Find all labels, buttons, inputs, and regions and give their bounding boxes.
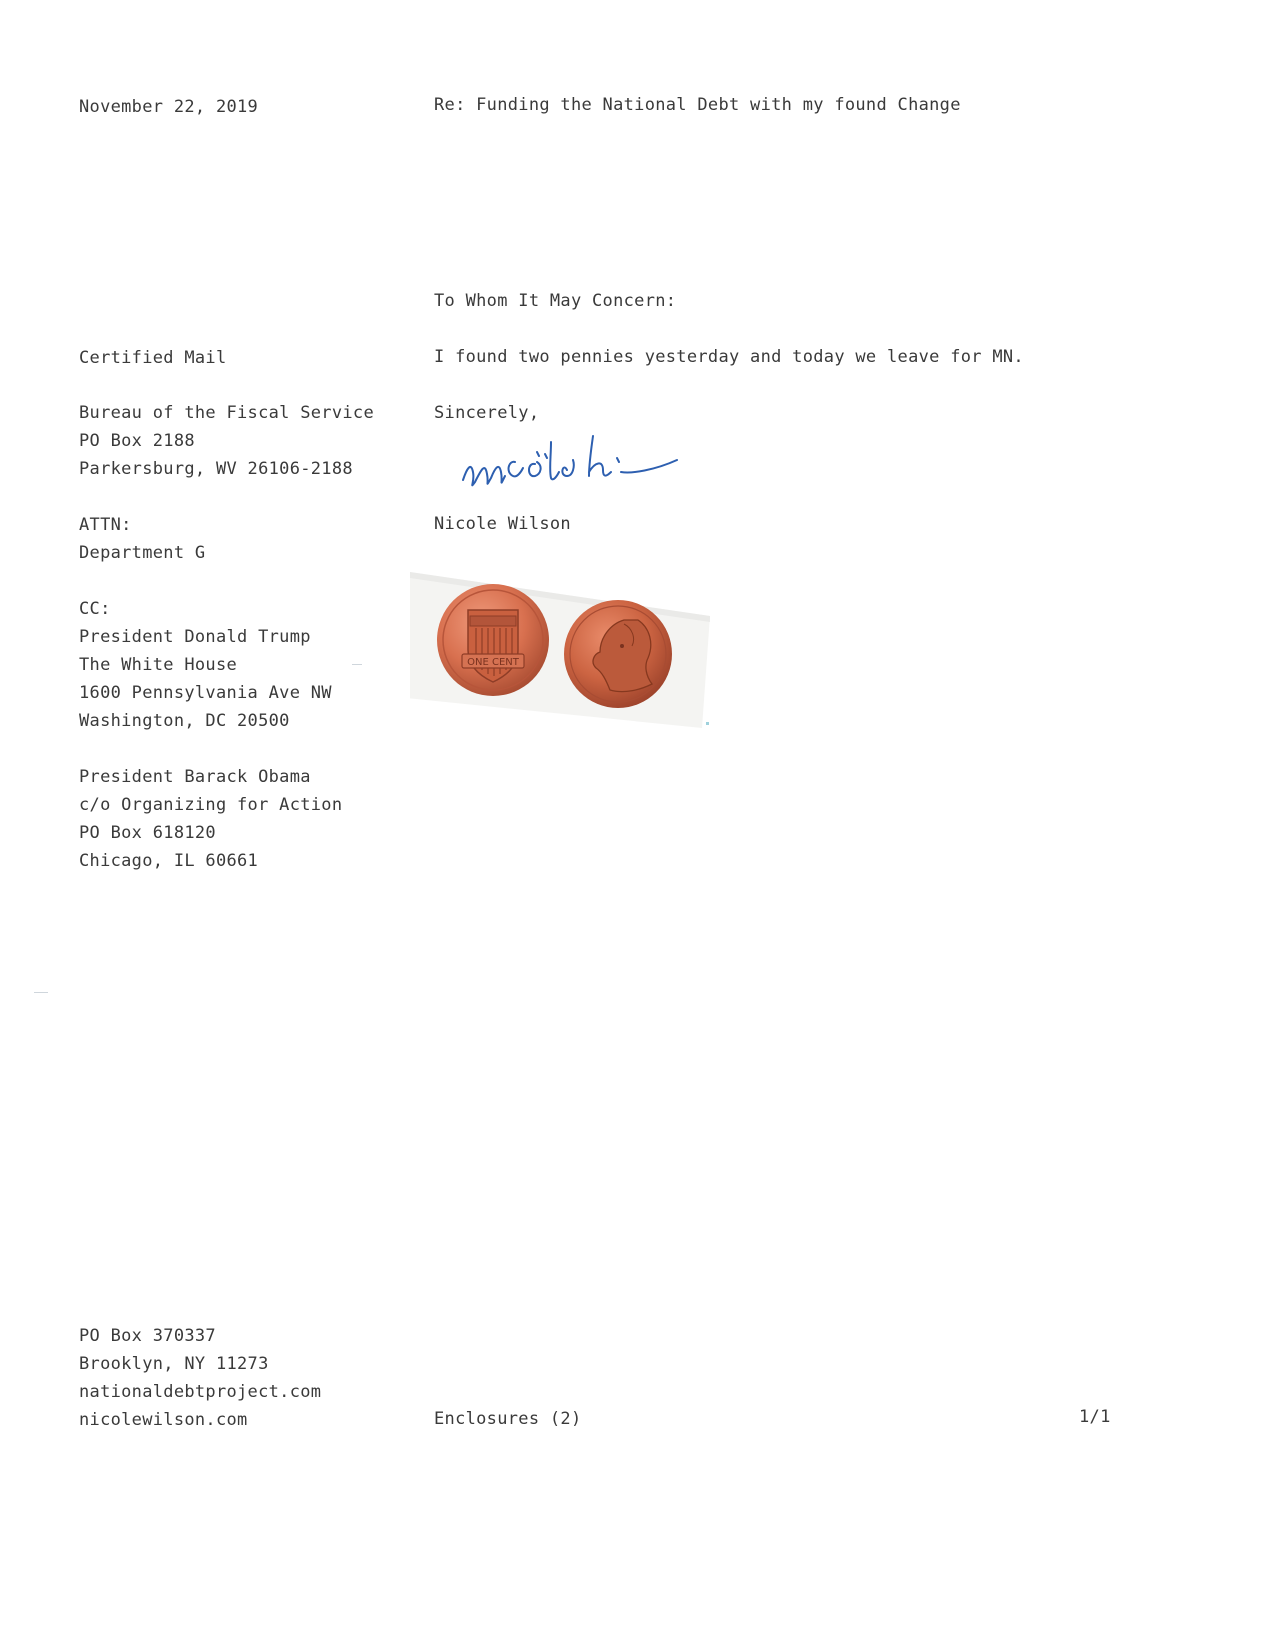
penny-shield-icon bbox=[437, 584, 549, 696]
sender-line: Brooklyn, NY 11273 bbox=[79, 1354, 269, 1374]
address-line: Washington, DC 20500 bbox=[79, 711, 290, 731]
address-line: PO Box 2188 bbox=[79, 431, 195, 451]
address-line: Parkersburg, WV 26106-2188 bbox=[79, 459, 353, 479]
letter-subject: Re: Funding the National Debt with my found Change bbox=[434, 95, 961, 115]
signature bbox=[455, 432, 705, 507]
sender-line: nationaldebtproject.com bbox=[79, 1382, 322, 1402]
salutation: To Whom It May Concern: bbox=[434, 291, 677, 311]
address-line: Bureau of the Fiscal Service bbox=[79, 403, 374, 423]
penny-lincoln-icon bbox=[564, 600, 672, 708]
address-line: Chicago, IL 60661 bbox=[79, 851, 259, 871]
enclosures-note: Enclosures (2) bbox=[434, 1409, 582, 1429]
address-line: PO Box 618120 bbox=[79, 823, 216, 843]
signer-name: Nicole Wilson bbox=[434, 514, 571, 534]
recipient-address bbox=[79, 399, 374, 483]
cc-block-2 bbox=[79, 763, 342, 875]
attn-block bbox=[79, 511, 205, 567]
address-line: c/o Organizing for Action bbox=[79, 795, 343, 815]
scan-speck bbox=[34, 992, 48, 993]
attn-label: ATTN: bbox=[79, 515, 132, 535]
address-line: President Barack Obama bbox=[79, 767, 311, 787]
closing: Sincerely, bbox=[434, 403, 540, 423]
svg-text:ONE CENT: ONE CENT bbox=[467, 657, 519, 668]
cc-label: CC: bbox=[79, 599, 111, 619]
scan-speck bbox=[706, 722, 709, 725]
attn-value: Department G bbox=[79, 543, 206, 563]
sender-address bbox=[79, 1322, 321, 1434]
sender-line: nicolewilson.com bbox=[79, 1410, 248, 1430]
scan-speck bbox=[352, 664, 362, 665]
letter-date: November 22, 2019 bbox=[79, 97, 259, 117]
address-line: The White House bbox=[79, 655, 238, 675]
mailing-method: Certified Mail bbox=[79, 348, 227, 368]
cc-block-1 bbox=[79, 595, 332, 735]
address-line: 1600 Pennsylvania Ave NW bbox=[79, 683, 332, 703]
page-number: 1/1 bbox=[1079, 1407, 1111, 1427]
address-line: President Donald Trump bbox=[79, 627, 311, 647]
enclosed-pennies-image bbox=[410, 568, 730, 738]
letter-body: I found two pennies yesterday and today we leave for MN. bbox=[434, 347, 1024, 367]
sender-line: PO Box 370337 bbox=[79, 1326, 216, 1346]
